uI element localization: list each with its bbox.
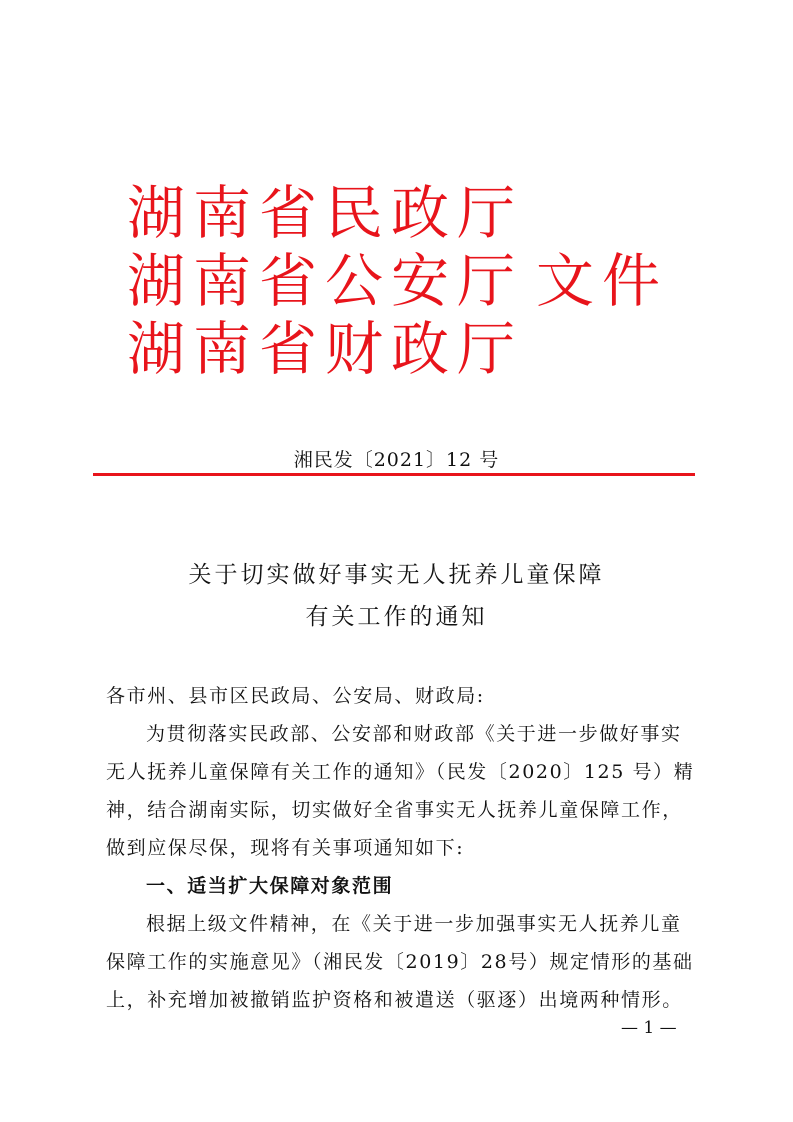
paragraph-line: 做到应保尽保，现将有关事项通知如下: (106, 837, 465, 859)
document-number: 湘民发〔2021〕12 号 (293, 449, 500, 471)
issuer-public-security: 湖南省公安厅 (127, 247, 524, 315)
header-suffix: 文件 (536, 247, 669, 315)
paragraph-line: 为贯彻落实民政部、公安部和财政部《关于进一步做好事实 (146, 723, 682, 745)
header-divider (93, 473, 695, 476)
paragraph-line: 保障工作的实施意见》（湘民发〔2019〕28号）规定情形的基础 (106, 951, 694, 973)
addressee: 各市州、县市区民政局、公安局、财政局: (106, 685, 485, 707)
paragraph-line: 神，结合湖南实际，切实做好全省事实无人抚养儿童保障工作， (106, 799, 683, 821)
paragraph-line: 无人抚养儿童保障有关工作的通知》（民发〔2020〕125 号）精 (106, 761, 695, 783)
page-number: — 1 — (621, 1018, 677, 1038)
issuer-finance: 湖南省财政厅 (127, 315, 524, 383)
document-title-line2: 有关工作的通知 (305, 604, 488, 630)
section-heading: 一、适当扩大保障对象范围 (146, 875, 394, 897)
issuer-civil-affairs: 湖南省民政厅 (127, 179, 524, 247)
document-title-line1: 关于切实做好事实无人抚养儿童保障 (188, 562, 605, 588)
paragraph-line: 上，补充增加被撤销监护资格和被遣送（驱逐）出境两种情形。 (106, 989, 683, 1011)
paragraph-line: 根据上级文件精神，在《关于进一步加强事实无人抚养儿童 (146, 913, 682, 935)
